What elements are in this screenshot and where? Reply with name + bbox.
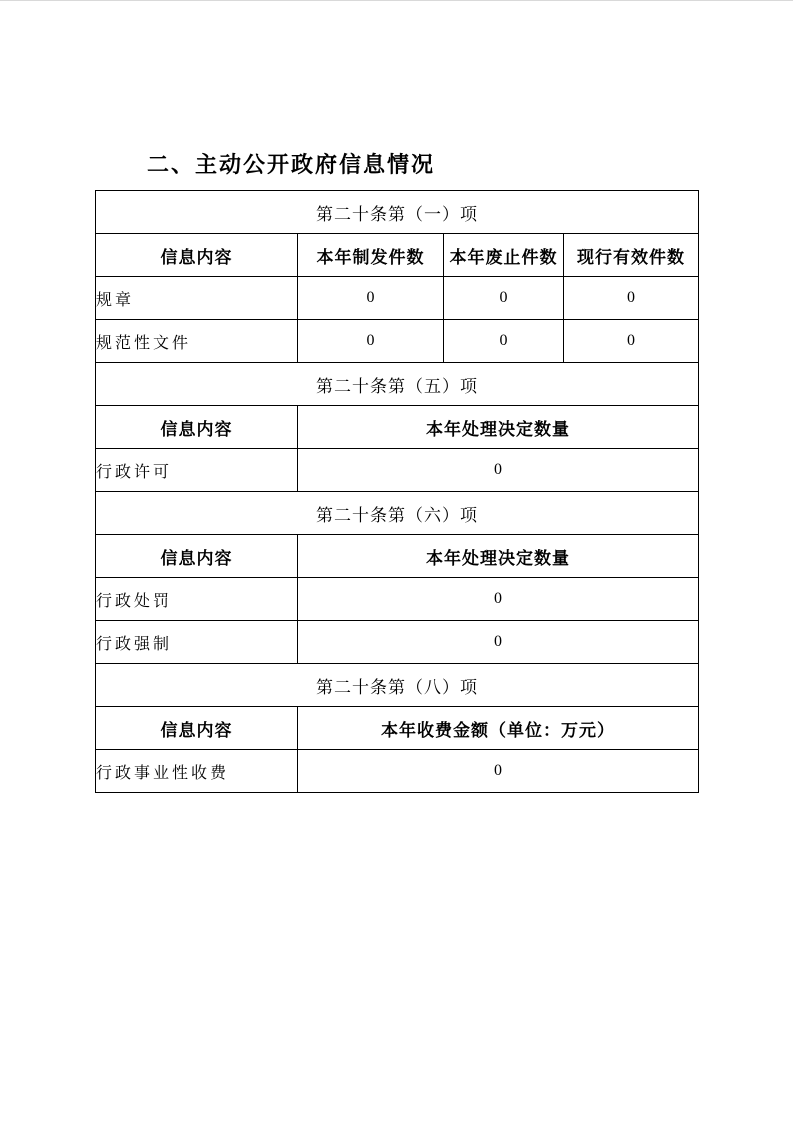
- row-label-cell: 行政事业性收费: [96, 750, 298, 793]
- value-cell: 0: [298, 621, 699, 664]
- row-label-cell: 规章: [96, 277, 298, 320]
- value-cell: 0: [298, 320, 444, 363]
- value-cell: 0: [564, 320, 699, 363]
- column-header-row: [96, 535, 699, 578]
- row-label-cell: 行政许可: [96, 449, 298, 492]
- value-cell: 0: [298, 277, 444, 320]
- row-label-cell: 规范性文件: [96, 320, 298, 363]
- value-cell: 0: [564, 277, 699, 320]
- column-header: 信息内容: [96, 406, 298, 449]
- section-heading: 第二十条第（五）项: [96, 363, 699, 406]
- column-header: 信息内容: [96, 535, 298, 578]
- section-heading: 第二十条第（一）项: [96, 191, 699, 234]
- column-header: 信息内容: [96, 234, 298, 277]
- disclosure-table: [95, 190, 699, 793]
- value-cell: 0: [298, 750, 699, 793]
- section-heading-row: [96, 492, 699, 535]
- value-cell: 0: [444, 277, 564, 320]
- section-heading: 第二十条第（八）项: [96, 664, 699, 707]
- column-header-row: [96, 707, 699, 750]
- column-header: 本年废止件数: [444, 234, 564, 277]
- table-row: [96, 578, 699, 621]
- column-header: 本年收费金额（单位：万元）: [298, 707, 699, 750]
- table-row: [96, 750, 699, 793]
- column-header-row: [96, 234, 699, 277]
- section-heading-row: [96, 363, 699, 406]
- table-row: [96, 621, 699, 664]
- value-cell: 0: [298, 578, 699, 621]
- column-header: 本年处理决定数量: [298, 535, 699, 578]
- column-header: 本年处理决定数量: [298, 406, 699, 449]
- section-heading-row: [96, 664, 699, 707]
- value-cell: 0: [298, 449, 699, 492]
- value-cell: 0: [444, 320, 564, 363]
- page-title: 二、主动公开政府信息情况: [147, 152, 436, 177]
- section-heading: 第二十条第（六）项: [96, 492, 699, 535]
- row-label-cell: 行政强制: [96, 621, 298, 664]
- section-heading-row: [96, 191, 699, 234]
- table-row: [96, 277, 699, 320]
- table-row: [96, 449, 699, 492]
- column-header: 本年制发件数: [298, 234, 444, 277]
- table-row: [96, 320, 699, 363]
- column-header: 信息内容: [96, 707, 298, 750]
- column-header-row: [96, 406, 699, 449]
- page-top-edge: [0, 0, 793, 1]
- row-label-cell: 行政处罚: [96, 578, 298, 621]
- column-header: 现行有效件数: [564, 234, 699, 277]
